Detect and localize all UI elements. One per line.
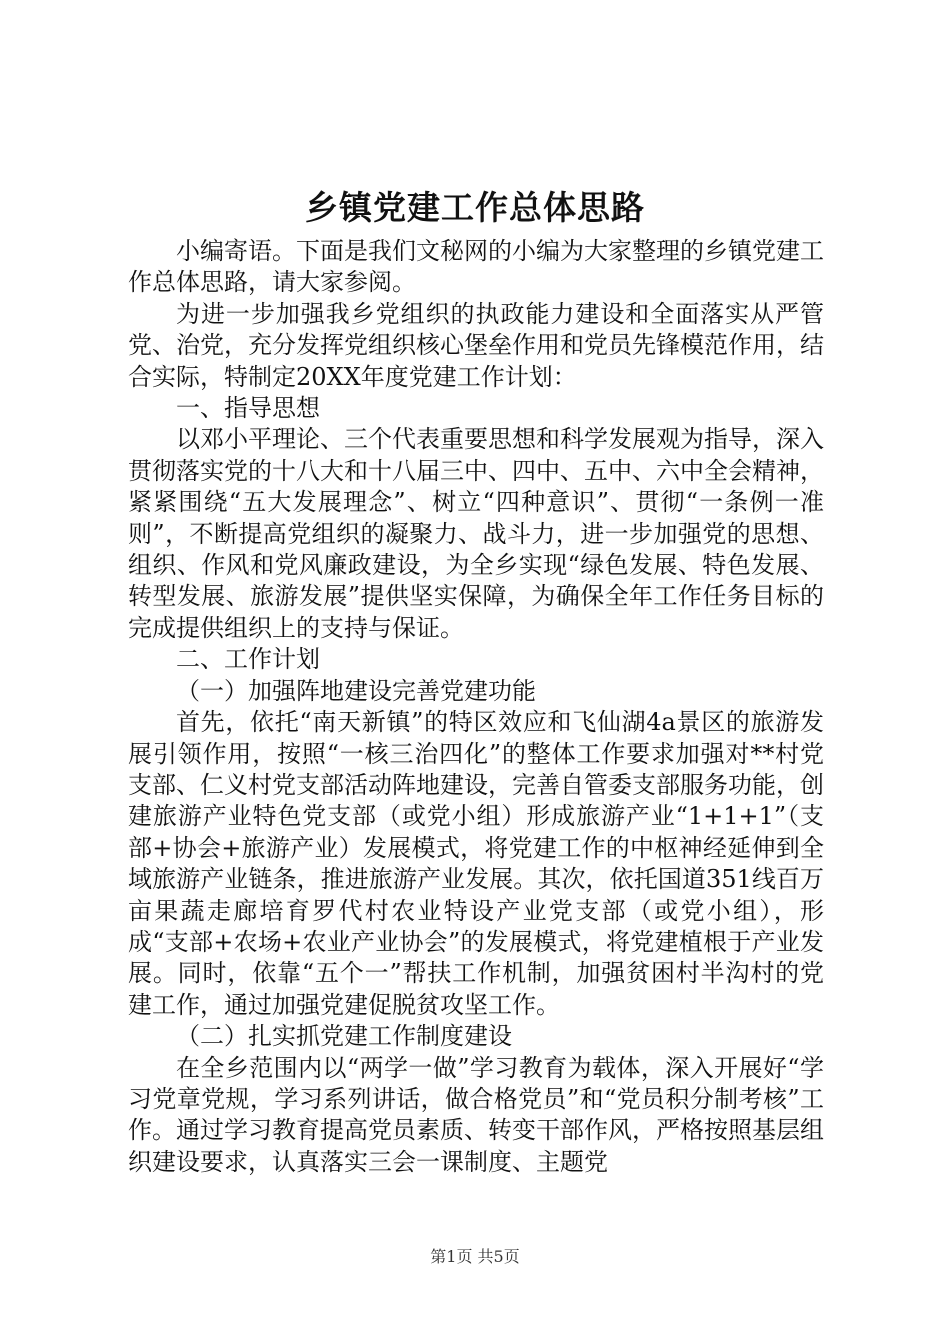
paragraph-guiding-thought: 以邓小平理论、三个代表重要思想和科学发展观为指导，深入贯彻落实党的十八大和十八届三中、四中、五中、六中全会精神，紧紧围绕“五大发展理念”、树立“四种意识”、贯彻“一条例一准则”，不断提高党组织的凝聚力、战斗力，进一步加强党的思想、组织、作风和党风廉政建设，为全乡实现“绿色发展、特色发展、转型发展、旅游发展”提供坚实保障，为确保全年工作任务目标的完成提供组织上的支持与保证。: [128, 425, 824, 642]
section-heading-work-plan: 二、工作计划: [176, 645, 320, 674]
paragraph-subsection-2: 在全乡范围内以“两学一做”学习教育为载体，深入开展好“学习党章党规，学习系列讲话，做合格党员”和“党员积分制考核”工作。通过学习教育提高党员素质、转变干部作风，严格按照基层组织建设要求，认真落实三会一课制度、主题党: [128, 1053, 824, 1176]
page-title: 乡镇党建工作总体思路: [305, 188, 645, 227]
paragraph-intro: 小编寄语。下面是我们文秘网的小编为大家整理的乡镇党建工作总体思路，请大家参阅。: [128, 237, 824, 297]
page-number-footer: 第1页 共5页: [430, 1247, 520, 1266]
subsection-heading-1: （一）加强阵地建设完善党建功能: [176, 676, 536, 705]
paragraph-preface: 为进一步加强我乡党组织的执政能力建设和全面落实从严管党、治党，充分发挥党组织核心堡垒作用和党员先锋模范作用，结合实际，特制定20XX年度党建工作计划：: [128, 299, 824, 391]
subsection-heading-2: （二）扎实抓党建工作制度建设: [176, 1022, 512, 1051]
section-heading-guiding-thought: 一、指导思想: [176, 394, 320, 423]
paragraph-subsection-1: 首先，依托“南天新镇”的特区效应和飞仙湖4a景区的旅游发展引领作用，按照“一核三治四化”的整体工作要求加强对**村党支部、仁义村党支部活动阵地建设，完善自管委支部服务功能，创建旅游产业特色党支部（或党小组）形成旅游产业“1+1+1”（支部+协会+旅游产业）发展模式，将党建工作的中枢神经延伸到全域旅游产业链条，推进旅游产业发展。其次，依托国道351线百万亩果蔬走廊培育罗代村农业特设产业党支部（或党小组），形成“支部+农场+农业产业协会”的发展模式，将党建植根于产业发展。同时，依靠“五个一”帮扶工作机制，加强贫困村半沟村的党建工作，通过加强党建促脱贫攻坚工作。: [128, 708, 824, 1019]
document-body: [128, 236, 824, 1178]
